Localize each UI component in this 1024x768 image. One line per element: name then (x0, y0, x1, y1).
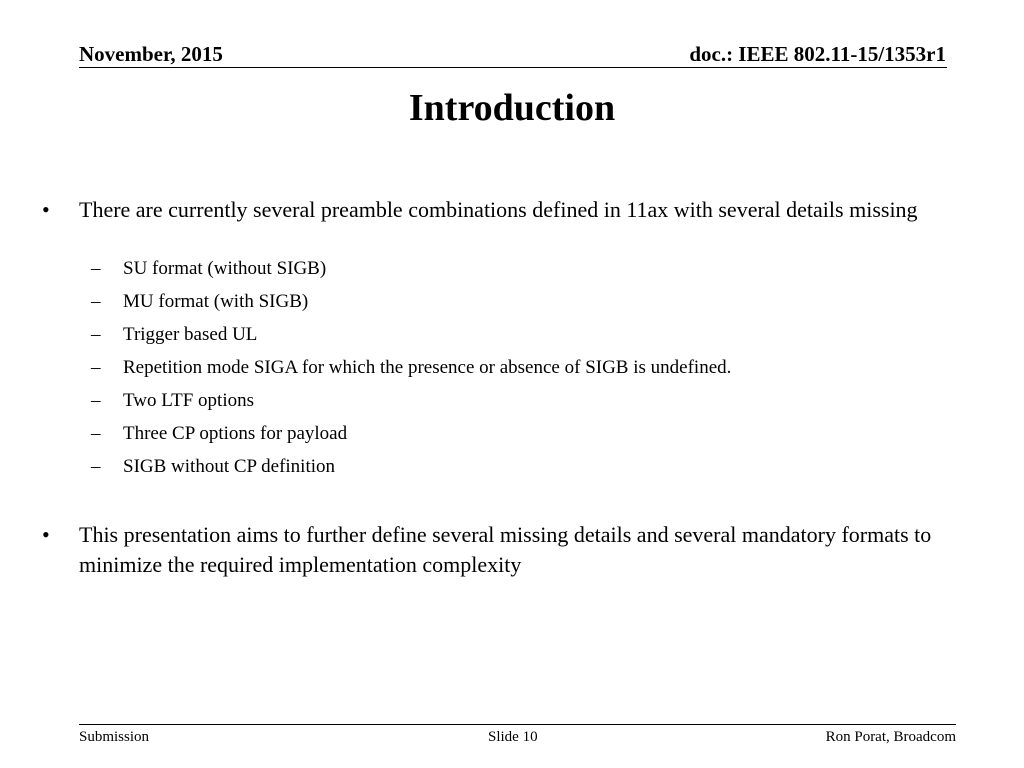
footer-slide-number: Slide 10 (488, 729, 538, 745)
footer-author: Ron Porat, Broadcom (825, 729, 956, 745)
sub-bullet-item (91, 423, 983, 456)
bullet-text: There are currently several preamble combinations defined in 11ax with several details missing (79, 197, 918, 222)
sub-bullet-text: Two LTF options (123, 390, 254, 411)
slide-title: Introduction (408, 87, 616, 129)
dash-marker: – (91, 423, 101, 444)
sub-bullet-text: Three CP options for payload (123, 423, 348, 444)
dash-marker: – (91, 324, 101, 345)
sub-bullet-text: MU format (with SIGB) (123, 291, 309, 312)
sub-bullet-item (91, 291, 983, 324)
sub-bullet-list (91, 258, 983, 489)
header-divider (79, 67, 947, 68)
dash-marker: – (91, 456, 101, 477)
bullet-item (42, 195, 979, 225)
bullet-text: This presentation aims to further define several missing details and several mandatory formats to minimize the required implementation complexity (79, 522, 932, 577)
bullet-item (42, 520, 979, 580)
sub-bullet-item (91, 258, 983, 291)
sub-bullet-item (91, 390, 983, 423)
sub-bullet-text: SIGB without CP definition (123, 456, 336, 477)
dash-marker: – (91, 357, 101, 378)
bullet-marker: • (42, 197, 50, 222)
sub-bullet-item (91, 324, 983, 357)
footer-submission: Submission (79, 729, 150, 745)
footer-divider (79, 724, 956, 725)
sub-bullet-text: SU format (without SIGB) (123, 258, 327, 279)
header-date: November, 2015 (79, 42, 223, 66)
dash-marker: – (91, 390, 101, 411)
dash-marker: – (91, 291, 101, 312)
header-doc-id: doc.: IEEE 802.11-15/1353r1 (689, 42, 946, 66)
bullet-marker: • (42, 522, 50, 547)
sub-bullet-text: Repetition mode SIGA for which the presence or absence of SIGB is undefined. (123, 357, 732, 378)
sub-bullet-item (91, 357, 983, 390)
sub-bullet-text: Trigger based UL (123, 324, 258, 345)
sub-bullet-item (91, 456, 983, 489)
dash-marker: – (91, 258, 101, 279)
